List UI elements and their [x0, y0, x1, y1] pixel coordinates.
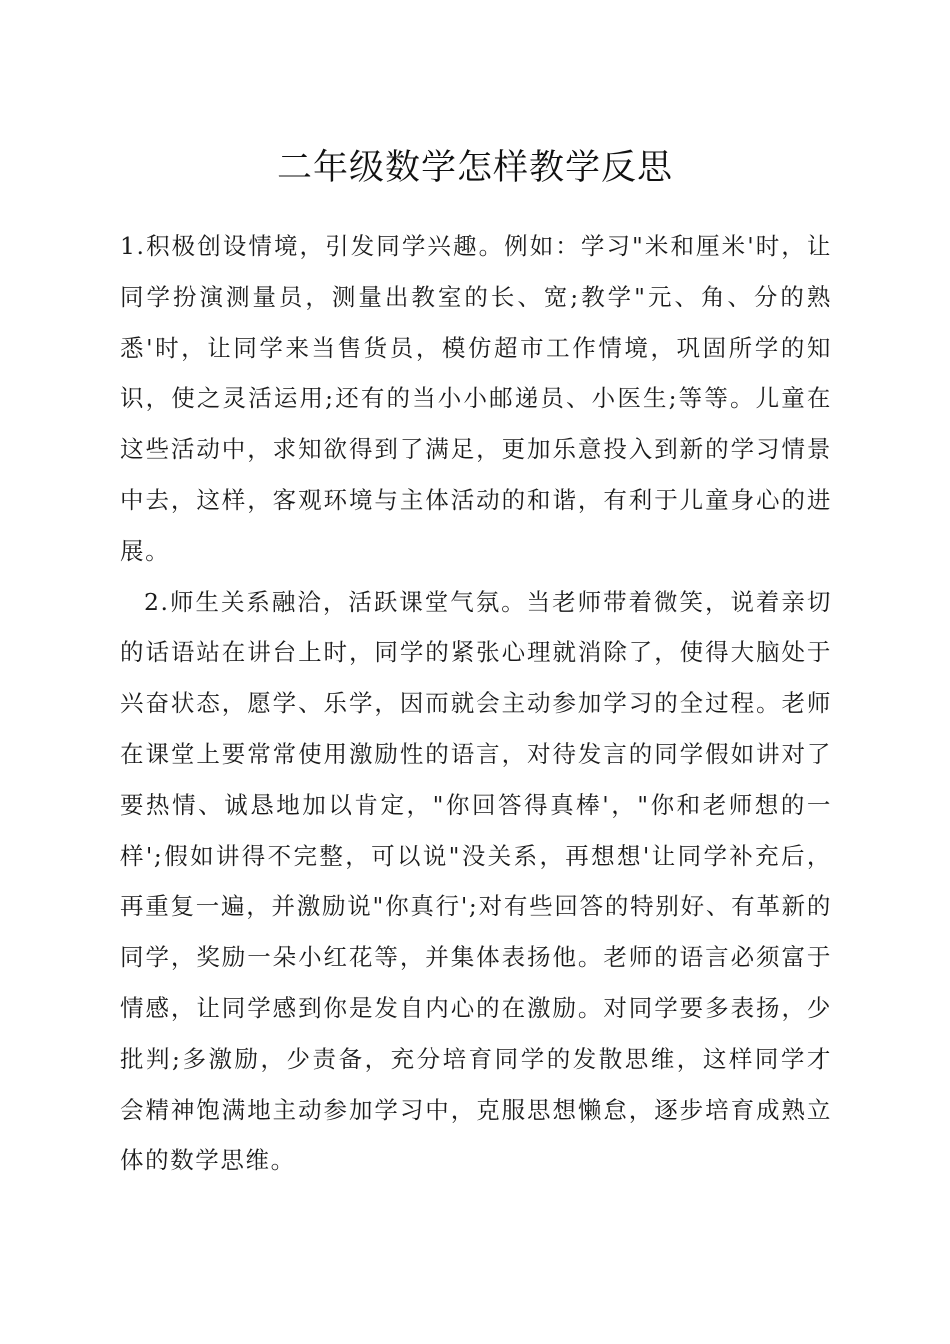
document-body: [120, 221, 832, 1186]
document-title: 二年级数学怎样教学反思: [276, 148, 673, 188]
paragraph-1: 1.积极创设情境，引发同学兴趣。例如：学习"米和厘米'时，让同学扮演测量员，测量出教室的长、宽;教学"元、角、分的熟悉'时，让同学来当售货员，模仿超市工作情境，巩固所学的知识，使之灵活运用;还有的当小小邮递员、小医生;等等。儿童在这些活动中，求知欲得到了满足，更加乐意投入到新的学习情景中去，这样，客观环境与主体活动的和谐，有利于儿童身心的进展。: [120, 232, 832, 565]
paragraph-2: 2.师生关系融洽，活跃课堂气氛。当老师带着微笑，说着亲切的话语站在讲台上时，同学的紧张心理就消除了，使得大脑处于兴奋状态，愿学、乐学，因而就会主动参加学习的全过程。老师在课堂上要常常使用激励性的语言，对待发言的同学假如讲对了要热情、诚恳地加以肯定，"你回答得真棒'，"你和老师想的一样';假如讲得不完整，可以说"没关系，再想想'让同学补充后，再重复一遍，并激励说"你真行';对有些回答的特别好、有革新的同学，奖励一朵小红花等，并集体表扬他。老师的语言必须富于情感，让同学感到你是发自内心的在激励。对同学要多表扬，少批判;多激励，少责备，充分培育同学的发散思维，这样同学才会精神饱满地主动参加学习中，克服思想懒怠，逐步培育成熟立体的数学思维。: [120, 587, 832, 1175]
